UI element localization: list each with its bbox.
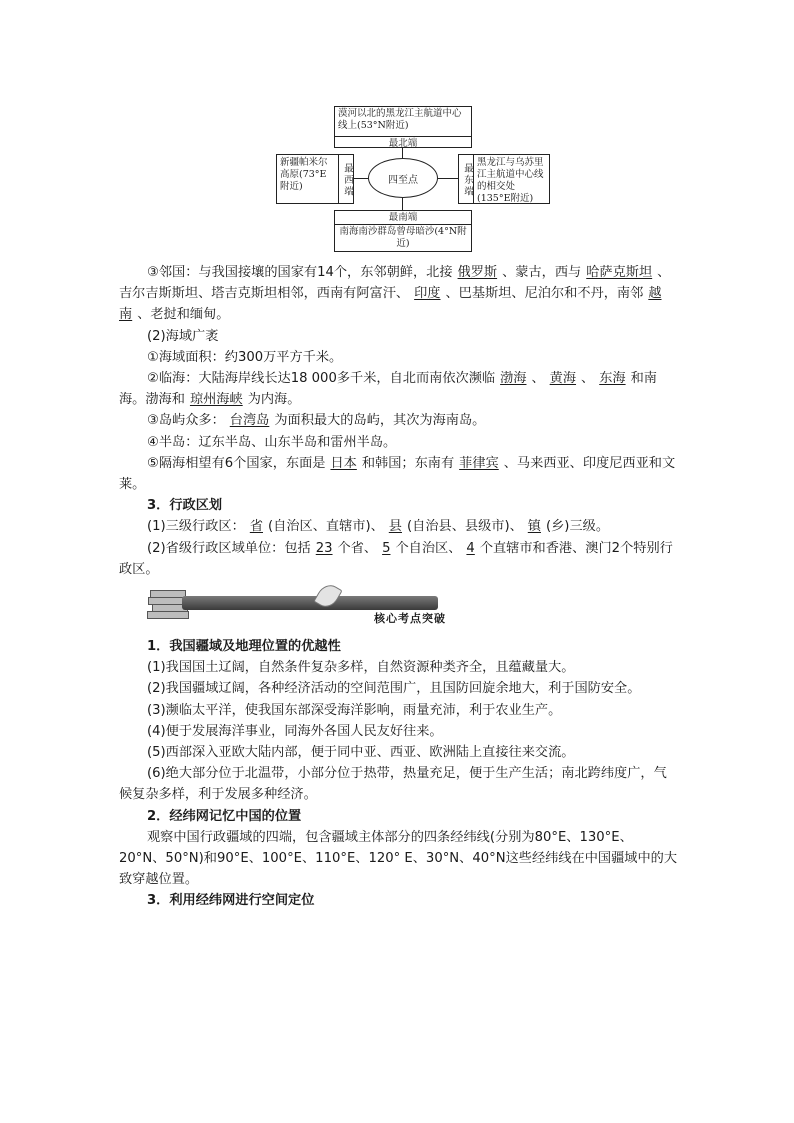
text: ③邻国：与我国接壤的国家有14个，东邻朝鲜，北接 xyxy=(147,265,453,280)
text: 个直辖市和香港、澳门2个特别行政区。 xyxy=(119,540,673,577)
connector-east xyxy=(438,178,458,179)
section1-item: (1)我国国土辽阔，自然条件复杂多样，自然资源种类齐全，且蕴藏量大。 xyxy=(147,660,575,676)
south-point-box xyxy=(334,210,472,252)
section2-heading: 2．经纬网记忆中国的位置 xyxy=(147,808,302,824)
text: 个自治区、 xyxy=(395,540,462,556)
answer-blank: 俄罗斯 xyxy=(457,265,498,280)
answer-blank: 黄海 xyxy=(549,371,577,387)
text: 和南海。渤海和 xyxy=(119,371,657,408)
center-oval: 四至点 xyxy=(368,158,438,198)
banner-bar xyxy=(182,596,438,610)
section1-item: (3)濒临太平洋，使我国东部深受海洋影响，雨量充沛，利于农业生产。 xyxy=(147,702,562,718)
answer-blank: 县 xyxy=(388,519,402,535)
text: ②临海：大陆海岸线长达18 000多千米，自北而南依次濒临 xyxy=(147,371,496,387)
answer-blank: 琼州海峡 xyxy=(189,392,243,408)
section1-item: (6)绝大部分位于北温带，小部分位于热带，热量充足，便于生产生活；南北跨纬度广，气候复杂多样，利于发展多种经济。 xyxy=(119,766,667,803)
east-point-text: 黑龙江与乌苏里江主航道中心线的相交处(135°E附近) xyxy=(477,157,544,203)
answer-blank: 5 xyxy=(382,540,391,556)
answer-blank: 日本 xyxy=(330,455,357,471)
islands-paragraph xyxy=(119,410,679,431)
text: 个省、 xyxy=(337,540,378,556)
upper-content xyxy=(119,262,679,580)
south-point-text: 南海南沙群岛曾母暗沙(4°N附近) xyxy=(339,226,467,249)
north-point-label: 最北端 xyxy=(335,136,471,150)
banner-title: 核心考点突破 xyxy=(374,612,446,625)
answer-blank: 镇 xyxy=(527,519,541,535)
answer-blank: 23 xyxy=(315,540,333,556)
west-point-text: 新疆帕米尔高原(73°E附近) xyxy=(280,157,328,192)
connector-west xyxy=(354,178,368,179)
answer-blank: 菲律宾 xyxy=(459,455,499,471)
section1-item: (5)西部深入亚欧大陆内部，便于同中亚、西亚、欧洲陆上直接往来交流。 xyxy=(147,745,575,761)
north-point-text: 漠河以北的黑龙江主航道中心线上(53°N附近) xyxy=(338,108,462,131)
text: 、 xyxy=(581,371,595,387)
section1-item: (4)便于发展海洋事业，同海外各国人民友好往来。 xyxy=(147,723,443,739)
answer-blank: 哈萨克斯坦 xyxy=(586,265,653,280)
text: 、 xyxy=(531,371,545,387)
peninsulas-paragraph: ④半岛：辽东半岛、山东半岛和雷州半岛。 xyxy=(147,434,397,450)
sea-area: ①海域面积：约300万平方千米。 xyxy=(147,349,343,365)
across-sea-paragraph xyxy=(119,453,679,495)
south-point-label: 最南端 xyxy=(335,211,471,225)
text: ③岛屿众多： xyxy=(147,413,225,429)
connector-south xyxy=(402,198,403,210)
section1-heading: 1．我国疆域及地理位置的优越性 xyxy=(147,639,341,654)
text: (自治区、直辖市)、 xyxy=(268,519,384,535)
north-point-box xyxy=(334,106,472,148)
text: 、巴基斯坦、尼泊尔和不丹，南邻 xyxy=(445,286,644,302)
text: 、吉尔吉斯斯坦、塔吉克斯坦相邻，西南有阿富汗、 xyxy=(119,265,671,302)
answer-blank: 4 xyxy=(466,540,475,556)
section3-heading: 3．利用经纬网进行空间定位 xyxy=(147,893,315,909)
text: 、老挝和缅甸。 xyxy=(137,307,230,323)
east-point-box xyxy=(458,154,550,204)
lower-content xyxy=(119,636,679,912)
text: 、蒙古，西与 xyxy=(502,265,582,280)
admin-heading: 3．行政区划 xyxy=(147,498,223,514)
seas-paragraph xyxy=(119,368,679,410)
west-point-box xyxy=(276,154,354,204)
text: (1)三级行政区： xyxy=(147,519,245,535)
sea-heading: (2)海域广袤 xyxy=(147,328,219,344)
answer-blank: 东海 xyxy=(599,371,626,387)
provinces-paragraph xyxy=(119,538,679,580)
admin-levels-paragraph xyxy=(119,516,679,537)
east-point-label: 最东端 xyxy=(459,155,474,203)
text: (2)省级行政区域单位：包括 xyxy=(147,540,311,556)
text: (自治县、县级市)、 xyxy=(406,519,523,535)
neighbors-paragraph xyxy=(119,262,679,326)
answer-blank: 台湾岛 xyxy=(229,413,270,429)
extreme-points-diagram xyxy=(276,106,550,252)
answer-blank: 印度 xyxy=(414,286,441,302)
text: 为面积最大的岛屿，其次为海南岛。 xyxy=(274,413,486,429)
text: ⑤隔海相望有6个国家，东面是 xyxy=(147,455,326,471)
answer-blank: 省 xyxy=(249,519,263,535)
west-point-label: 最西端 xyxy=(338,155,353,203)
answer-blank: 越南 xyxy=(119,286,662,323)
section2-text: 观察中国行政疆域的四端，包含疆域主体部分的四条经纬线(分别为80°E、130°E、20°N、50°N)和90°E、100°E、110°E、120° E、30°N、40°N这些经纬线在中国疆域中的大致穿越位置。 xyxy=(119,829,678,888)
text: 为内海。 xyxy=(247,392,301,408)
answer-blank: 渤海 xyxy=(500,371,527,387)
text: 和韩国；东南有 xyxy=(361,455,455,471)
section1-item: (2)我国疆域辽阔，各种经济活动的空间范围广，且国防回旋余地大，利于国防安全。 xyxy=(147,681,641,697)
text: 、马来西亚、印度尼西亚和文莱。 xyxy=(119,455,676,493)
text: (乡)三级。 xyxy=(545,519,610,535)
